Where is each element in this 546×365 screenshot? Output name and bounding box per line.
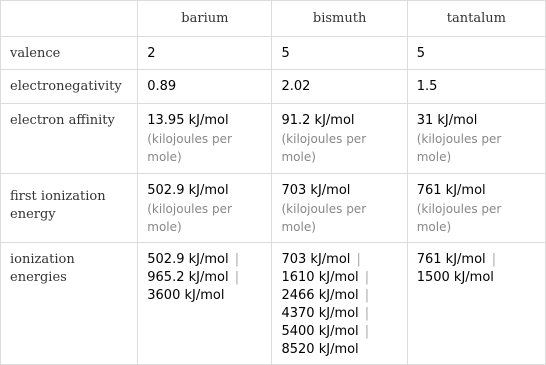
- cell-value: 703 kJ/mol: [281, 183, 351, 198]
- cell-valence-bismuth: 5: [272, 37, 407, 70]
- unit-note: (kilojoules per mole): [416, 202, 502, 234]
- separator: |: [360, 270, 370, 285]
- row-label-ionization-energies: ionization energies: [1, 243, 138, 365]
- energy-value: 761 kJ/mol |: [416, 252, 497, 267]
- energy-value: 703 kJ/mol |: [281, 252, 361, 267]
- cell-electron-affinity-tantalum: [407, 104, 545, 174]
- energy-value: 8520 kJ/mol: [281, 342, 359, 357]
- cell-first-ionization-tantalum: [407, 174, 545, 243]
- separator: |: [230, 252, 240, 267]
- cell-value: 91.2 kJ/mol: [281, 113, 355, 128]
- cell-value: 13.95 kJ/mol: [147, 113, 229, 128]
- unit-note: (kilojoules per mole): [281, 202, 367, 234]
- cell-value: 761 kJ/mol: [416, 183, 486, 198]
- cell-electron-affinity-bismuth: [272, 104, 407, 174]
- cell-value: 31 kJ/mol: [416, 113, 478, 128]
- separator: |: [360, 324, 370, 339]
- header-row: [1, 1, 546, 37]
- row-label-electron-affinity: electron affinity: [1, 104, 138, 174]
- separator: |: [230, 270, 240, 285]
- header-corner: [1, 1, 138, 37]
- unit-note: (kilojoules per mole): [147, 202, 232, 234]
- energy-value: 1500 kJ/mol: [416, 270, 494, 285]
- separator: |: [487, 252, 497, 267]
- unit-note: (kilojoules per mole): [416, 132, 502, 164]
- cell-ionization-energies-barium: [138, 243, 272, 365]
- cell-ionization-energies-bismuth: [272, 243, 407, 365]
- cell-electronegativity-bismuth: 2.02: [272, 70, 407, 104]
- cell-electron-affinity-barium: [138, 104, 272, 174]
- unit-note: (kilojoules per mole): [281, 132, 367, 164]
- energy-value: 5400 kJ/mol |: [281, 324, 370, 339]
- cell-electronegativity-barium: 0.89: [138, 70, 272, 104]
- energy-value: 2466 kJ/mol |: [281, 288, 370, 303]
- table-row: [1, 37, 546, 70]
- cell-ionization-energies-tantalum: [407, 243, 545, 365]
- energy-value: 4370 kJ/mol |: [281, 306, 370, 321]
- cell-valence-barium: 2: [138, 37, 272, 70]
- energy-value: 965.2 kJ/mol |: [147, 270, 240, 285]
- row-label-valence: valence: [1, 37, 138, 70]
- separator: |: [360, 306, 370, 321]
- table-row: [1, 70, 546, 104]
- unit-note: (kilojoules per mole): [147, 132, 232, 164]
- row-label-electronegativity: electronegativity: [1, 70, 138, 104]
- row-label-first-ionization-energy: first ionization energy: [1, 174, 138, 243]
- cell-electronegativity-tantalum: 1.5: [407, 70, 545, 104]
- cell-first-ionization-barium: [138, 174, 272, 243]
- table-row: [1, 104, 546, 174]
- header-barium: barium: [138, 1, 272, 37]
- header-tantalum: tantalum: [407, 1, 545, 37]
- cell-valence-tantalum: 5: [407, 37, 545, 70]
- cell-value: 502.9 kJ/mol: [147, 183, 229, 198]
- table-row: [1, 174, 546, 243]
- energy-value: 502.9 kJ/mol |: [147, 252, 240, 267]
- separator: |: [360, 288, 370, 303]
- energy-value: 3600 kJ/mol: [147, 288, 225, 303]
- table-row: [1, 243, 546, 365]
- cell-first-ionization-bismuth: [272, 174, 407, 243]
- energy-value: 1610 kJ/mol |: [281, 270, 370, 285]
- header-bismuth: bismuth: [272, 1, 407, 37]
- separator: |: [352, 252, 361, 267]
